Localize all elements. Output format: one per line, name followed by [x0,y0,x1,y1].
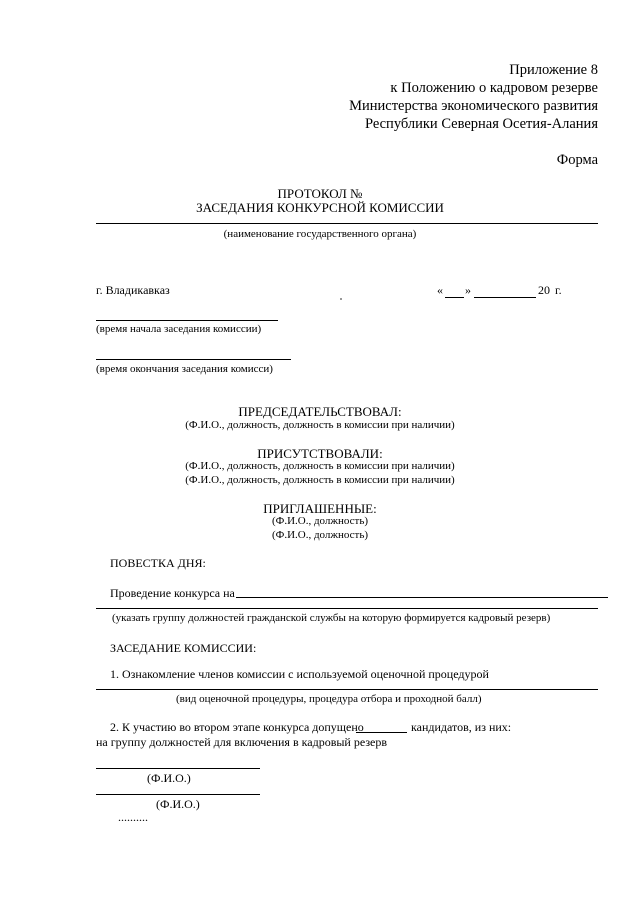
date-close-quote: » [465,283,471,297]
candidate-fio: (Ф.И.О.) [156,797,200,811]
form-label: Форма [556,152,598,168]
meeting-point-2-candidates: кандидатов, из них: [411,720,512,734]
date-open-quote: « [437,283,443,297]
meeting-point-2: 2. К участию во втором этапе конкурса допущено [110,720,364,734]
agenda-group-line [96,608,598,609]
present-line: (Ф.И.О., должность, должность в комиссии при наличии) [185,474,455,486]
protocol-subtitle: ЗАСЕДАНИЯ КОНКУРСНОЙ КОМИССИИ [196,200,444,215]
agenda-item-line [236,597,608,598]
candidate-ellipsis: .......... [118,810,148,824]
candidate-fio: (Ф.И.О.) [147,771,191,785]
meeting-point-1: 1. Ознакомление членов комиссии с используемой оценочной процедурой [110,667,489,681]
invited-line: (Ф.И.О., должность) [271,515,369,527]
agenda-heading: ПОВЕСТКА ДНЯ: [110,556,206,570]
scan-speck [340,298,342,300]
end-time-caption: (время окончания заседания комисси) [96,363,273,375]
start-time-caption: (время начала заседания комиссии) [96,323,262,335]
date-year: 20 [538,283,550,297]
date-day-blank [445,297,464,298]
appendix-regulation: к Положению о кадровом резерве [390,80,598,96]
appendix-number: Приложение 8 [509,62,598,78]
appendix-republic: Республики Северная Осетия-Алания [364,116,598,132]
candidate-line [96,794,260,795]
present-line: (Ф.И.О., должность, должность в комиссии при наличии) [185,460,455,472]
procedure-line [96,689,598,690]
invited-heading: ПРИГЛАШЕННЫЕ: [263,501,377,516]
city-label: г. Владикавказ [96,283,170,297]
invited-line: (Ф.И.О., должность) [271,529,369,541]
agenda-caption: (указать группу должностей гражданской службы на которую формируется кадровый резерв) [112,612,551,624]
present-heading: ПРИСУТСТВОВАЛИ: [257,446,383,461]
protocol-title: ПРОТОКОЛ № [277,186,363,201]
org-name-caption: (наименование государственного органа) [223,228,417,240]
org-name-line [96,223,598,224]
admitted-count-blank [356,732,407,733]
date-month-blank [474,297,536,298]
candidate-line [96,768,260,769]
date-year-suffix: г. [555,283,562,297]
agenda-item: Проведение конкурса на [110,586,235,600]
meeting-point-2-group: на группу должностей для включения в кадровый резерв [96,735,388,749]
procedure-caption: (вид оценочной процедуры, процедура отбора и проходной балл) [176,693,482,705]
chair-heading: ПРЕДСЕДАТЕЛЬСТВОВАЛ: [238,404,402,419]
start-time-line [96,320,278,321]
chair-line: (Ф.И.О., должность, должность в комиссии при наличии) [185,419,455,431]
appendix-ministry: Министерства экономического развития [349,98,598,114]
meeting-heading: ЗАСЕДАНИЕ КОМИССИИ: [110,641,257,655]
end-time-line [96,359,291,360]
